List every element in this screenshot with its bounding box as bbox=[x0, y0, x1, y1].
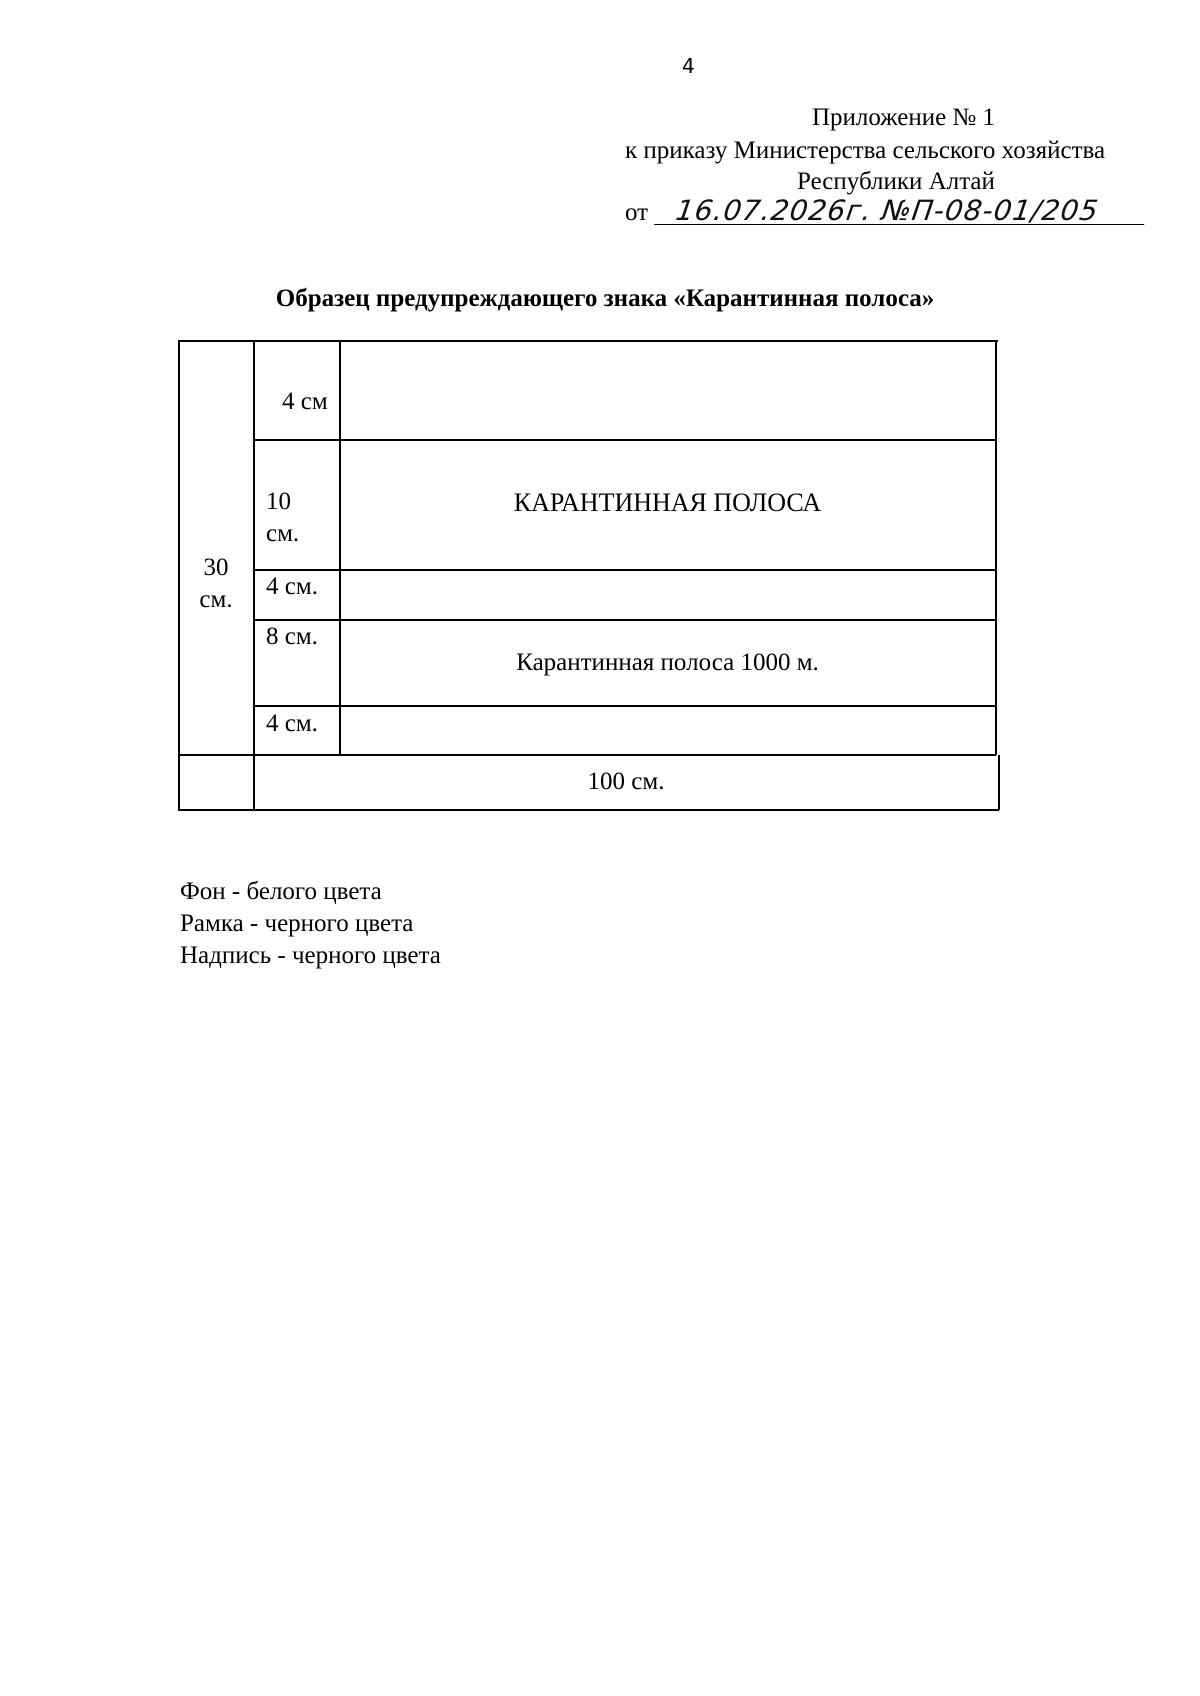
document-title: Образец предупреждающего знака «Карантинная полоса» bbox=[275, 285, 935, 312]
sign-layout-table bbox=[178, 340, 998, 810]
total-height-label: 30 см. bbox=[199, 554, 233, 613]
row-size-label: 4 см bbox=[282, 388, 328, 415]
row-size-label: 10 см. bbox=[266, 488, 300, 547]
handwritten-date-number: 16.07.2026г. №П-08-01/205 bbox=[654, 198, 1148, 225]
table-border bbox=[178, 340, 998, 342]
table-border bbox=[995, 340, 997, 755]
annex-title: Приложение № 1 bbox=[812, 104, 996, 131]
annex-date-line bbox=[625, 194, 1146, 227]
annex-republic-line: Республики Алтай bbox=[797, 168, 995, 195]
date-prefix: от bbox=[625, 199, 649, 226]
row-size-label: 4 см. bbox=[266, 573, 318, 600]
table-border bbox=[178, 340, 180, 810]
table-border bbox=[178, 809, 999, 811]
sign-sub-text: Карантинная полоса 1000 м. bbox=[516, 649, 819, 676]
table-border bbox=[253, 439, 996, 441]
total-width-label: 100 см. bbox=[587, 768, 665, 795]
table-border bbox=[178, 754, 996, 756]
table-border bbox=[253, 569, 996, 571]
row-size-label: 4 см. bbox=[266, 710, 318, 737]
table-border bbox=[339, 340, 341, 755]
annex-order-line: к приказу Министерства сельского хозяйства bbox=[625, 137, 1106, 164]
table-border bbox=[253, 705, 996, 707]
page-number: 4 bbox=[682, 54, 695, 78]
table-border bbox=[998, 755, 1000, 810]
sign-main-text: КАРАНТИННАЯ ПОЛОСА bbox=[513, 488, 822, 517]
color-legend bbox=[180, 876, 441, 972]
row-size-label: 8 см. bbox=[266, 623, 318, 650]
table-border bbox=[253, 340, 255, 810]
table-border bbox=[253, 619, 996, 621]
legend-frame: Рамка - черного цвета bbox=[180, 910, 414, 937]
legend-inscription: Надпись - черного цвета bbox=[180, 942, 441, 969]
legend-background: Фон - белого цвета bbox=[180, 878, 382, 905]
